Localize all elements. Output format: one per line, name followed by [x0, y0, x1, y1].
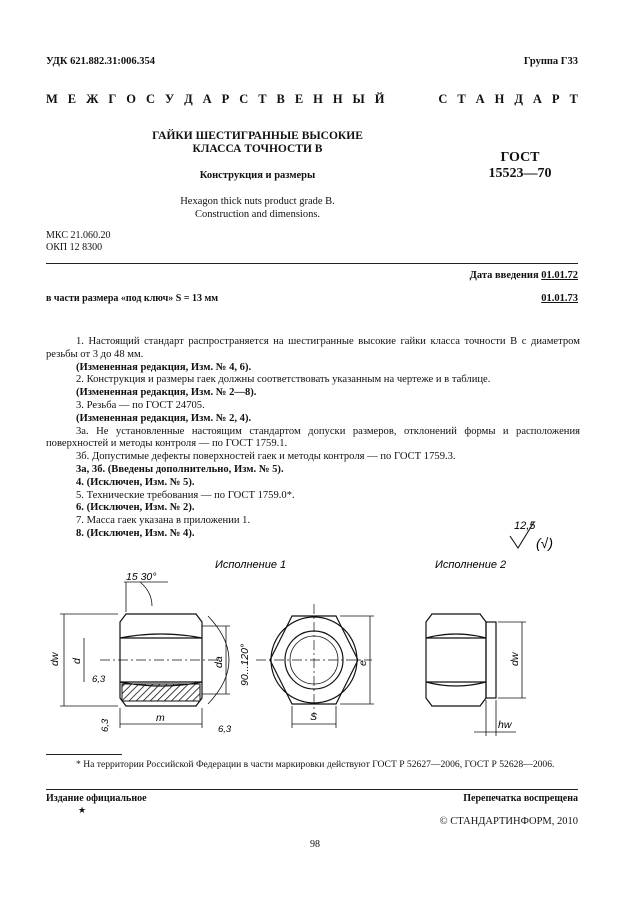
- banner-letter: М: [46, 92, 58, 106]
- roughness-symbol: [508, 518, 580, 554]
- edition-label: Издание официальное: [46, 793, 147, 804]
- countersink-angle-label: 90...120°: [239, 643, 251, 686]
- interstate-standard-banner: [46, 92, 578, 107]
- footnote-divider: [46, 754, 122, 755]
- paragraph: (Измененная редакция, Изм. № 2, 4).: [76, 412, 252, 424]
- variant-2-caption: Исполнение 2: [435, 559, 507, 571]
- dim-e-label: e: [357, 660, 369, 666]
- gost-label-line1: ГОСТ: [500, 150, 540, 165]
- intro-date: [470, 270, 578, 281]
- dim-dw-label: dw: [49, 652, 61, 666]
- banner-letter: С: [145, 92, 156, 106]
- roughness-63-label: 6,3: [218, 724, 232, 735]
- paragraph: 3а. Не установленные настоящим стандартом допуски размеров, отклонений формы и расположения поверхностей и методы контроля — по ГОСТ 1759.1.: [46, 425, 580, 450]
- classification-codes: [46, 230, 110, 254]
- banner-letter: О: [126, 92, 137, 106]
- document-title-en: [130, 195, 385, 221]
- size-date-row: [46, 293, 578, 304]
- dim-dw-label: dw: [509, 652, 521, 666]
- paragraph: 2. Конструкция и размеры гаек должны соответствовать указанным на чертеже и в таблице.: [76, 374, 491, 386]
- banner-letter: Д: [514, 92, 523, 106]
- roughness-63-label: 6,3: [92, 674, 106, 685]
- divider: [46, 789, 578, 790]
- paragraph: 3а, 3б. (Введены дополнительно, Изм. № 5).: [76, 463, 284, 475]
- roughness-63-label: 6,3: [100, 718, 111, 732]
- dim-s-label: S: [310, 711, 318, 723]
- document-subtitle-ru: Конструкция и размеры: [199, 170, 316, 181]
- copyright: © СТАНДАРТИНФОРМ, 2010: [439, 816, 578, 827]
- banner-letter: Й: [374, 92, 385, 106]
- mks-code: МКС 21.060.20: [46, 230, 111, 241]
- banner-letter: Н: [332, 92, 343, 106]
- dim-hw-label: hw: [498, 719, 512, 731]
- technical-drawing: [40, 556, 600, 746]
- title-en-line-1: Hexagon thick nuts product grade B.: [180, 196, 335, 207]
- paragraph: 3. Резьба — по ГОСТ 24705.: [76, 399, 205, 411]
- banner-letter: В: [276, 92, 285, 106]
- title-line-1: ГАЙКИ ШЕСТИГРАННЫЕ ВЫСОКИЕ: [152, 130, 363, 142]
- gost-number: [470, 150, 570, 182]
- banner-gap: [394, 92, 428, 107]
- divider: [46, 263, 578, 264]
- paragraph: 8. (Исключен, Изм. № 4).: [76, 527, 195, 539]
- paragraph: (Измененная редакция, Изм. № 4, 6).: [76, 361, 252, 373]
- group-code: Группа Г33: [523, 56, 578, 67]
- title-en-line-2: Construction and dimensions.: [194, 209, 321, 220]
- size-date-value: 01.01.73: [541, 293, 578, 304]
- banner-letter: А: [475, 92, 485, 106]
- paragraph: 4. (Исключен, Изм. № 5).: [76, 476, 195, 488]
- body-text: [46, 336, 580, 541]
- chamfer-angle-annotation: [124, 582, 168, 612]
- banner-letter: Т: [569, 92, 578, 106]
- paragraph: (Измененная редакция, Изм. № 2—8).: [76, 387, 257, 399]
- banner-letter: Н: [494, 92, 505, 106]
- paragraph: 6. (Исключен, Изм. № 2).: [76, 502, 195, 514]
- paragraph: 7. Масса гаек указана в приложении 1.: [76, 515, 251, 527]
- banner-letter: Е: [294, 92, 304, 106]
- footnote: * На территории Российской Федерации в части маркировки действуют ГОСТ Р 52627—2006, ГОСТ Р 52628—2006.: [76, 759, 555, 770]
- dim-d-label: d: [71, 658, 83, 664]
- star-icon: ★: [78, 805, 87, 815]
- banner-letter: Е: [67, 92, 77, 106]
- banner-letter: А: [202, 92, 212, 106]
- paragraph: 5. Технические требования — по ГОСТ 1759.0*.: [76, 489, 295, 501]
- page-number: 98: [310, 839, 320, 850]
- intro-date-label: Дата введения: [469, 270, 539, 281]
- paragraph: 3б. Допустимые дефекты поверхностей гаек и методы контроля — по ГОСТ 1759.3.: [76, 451, 456, 463]
- udk-code: УДК 621.882.31:006.354: [46, 56, 155, 67]
- banner-letter: Г: [108, 92, 117, 106]
- gost-label-line2: 15523—70: [488, 166, 552, 181]
- banner-letter: С: [438, 92, 448, 106]
- reprint-notice: Перепечатка воспрещена: [463, 793, 578, 804]
- intro-date-value: 01.01.72: [541, 270, 578, 281]
- banner-letter: Т: [258, 92, 267, 106]
- variant-1-caption: Исполнение 1: [215, 559, 287, 571]
- banner-letter: Ы: [352, 92, 365, 106]
- size-date-label: в части размера «под ключ» S = 13 мм: [46, 293, 219, 304]
- banner-letter: Ж: [86, 92, 99, 106]
- title-line-2: КЛАССА ТОЧНОСТИ В: [192, 143, 323, 155]
- banner-letter: Т: [457, 92, 466, 106]
- banner-letter: У: [164, 92, 175, 106]
- nut-side-view-2: [426, 614, 496, 706]
- dim-m-label: m: [156, 712, 165, 724]
- dim-da-label: da: [213, 656, 225, 668]
- banner-letter: Н: [313, 92, 323, 106]
- banner-letter: С: [239, 92, 249, 106]
- banner-letter: А: [532, 92, 542, 106]
- banner-letter: Р: [551, 92, 560, 106]
- dimension-lines: [60, 614, 230, 728]
- roughness-value: 12,5: [514, 520, 536, 532]
- okp-code: ОКП 12 8300: [46, 242, 103, 253]
- banner-letter: Р: [221, 92, 230, 106]
- roughness-paren: (√): [536, 535, 554, 551]
- document-title-ru: [130, 130, 385, 156]
- banner-letter: Д: [184, 92, 193, 106]
- chamfer-angle-label: 15 30°: [126, 571, 157, 583]
- paragraph: 1. Настоящий стандарт распространяется на шестигранные высокие гайки класса точности В с диаметром резьбы от 3 до 48 мм.: [46, 336, 580, 360]
- nut-side-view-1: [100, 614, 222, 706]
- nut-top-view: [256, 604, 372, 716]
